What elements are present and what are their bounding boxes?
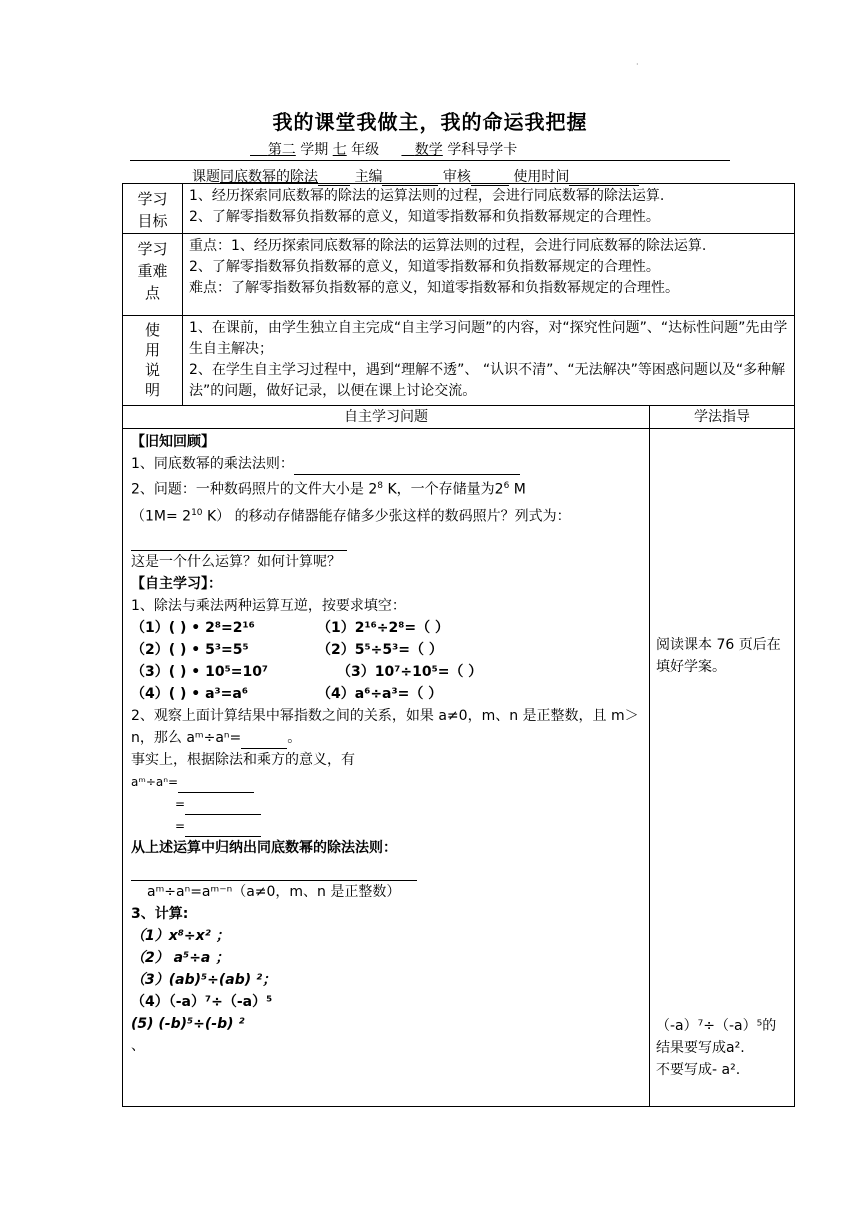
guide-tip-reading: 阅读课本 76 页后在填好学案。 — [656, 637, 781, 675]
subject-suffix: 学科导学卡 — [447, 142, 518, 158]
guide-tip-result: （-a）⁷÷（-a）⁵的结果要写成a². 不要写成- a². — [656, 1018, 777, 1078]
use-time-label: 使用时间 — [513, 169, 570, 185]
self-study-content — [123, 429, 650, 1107]
answer-blank[interactable] — [131, 864, 417, 881]
calc-item: （4）（-a）⁷÷（-a）⁵ — [131, 994, 273, 1011]
subject-value: 数学 — [414, 142, 443, 158]
rule-summary: 从上述运算中归纳出同底数幂的除法法则： — [131, 840, 397, 857]
header-dot: · — [636, 60, 639, 69]
usage-content — [183, 316, 795, 406]
usage-line: 1、在课前，由学生独立自主完成“自主学习问题”的内容，对“探究性问题”、“达标性问题”先由学生自主解决； — [189, 320, 788, 357]
subtitle — [250, 139, 517, 159]
fill-row: （4）( ) • a³=a⁶ （4）a⁶÷a³=（ ） — [131, 686, 443, 703]
objective-line: 1、经历探索同底数幂的除法的运算法则的过程，会进行同底数幂的除法运算. — [189, 188, 665, 204]
calc-heading: 3、计算: — [131, 906, 189, 923]
key-points-row — [123, 234, 795, 316]
fill-row: （2）( ) • 5³=5⁵ （2）5⁵÷5³=（ ） — [131, 642, 443, 659]
objectives-content — [183, 184, 795, 234]
calc-item: （1）x⁸÷x² ； — [131, 928, 230, 945]
answer-blank[interactable] — [241, 732, 287, 749]
self-study-heading: 【自主学习】： — [131, 576, 222, 593]
key-point-line: 难点：了解零指数幂负指数幂的意义，知道零指数幂和负指数幂规定的合理性。 — [189, 280, 679, 296]
page-title: 我的课堂我做主，我的命运我把握 — [272, 110, 588, 134]
column-header-row — [123, 406, 795, 429]
objectives-label: 学习 目标 — [123, 184, 183, 234]
fill-row: （3）( ) • 10⁵=10⁷ （3）10⁷÷10⁵=（ ） — [131, 664, 483, 681]
grade-value: 七 — [332, 142, 347, 158]
answer-blank[interactable] — [131, 534, 347, 551]
calc-item: （3）(ab)⁵÷(ab) ²； — [131, 972, 277, 989]
reviewer-label: 审核 — [442, 169, 471, 185]
derivation-line: = — [131, 793, 641, 815]
review-q1: 1、同底数幂的乘法法则： — [131, 453, 641, 475]
objectives-row — [123, 184, 795, 234]
answer-blank[interactable] — [185, 798, 261, 815]
self-study-intro: 1、除法与乘法两种运算互逆，按要求填空： — [131, 598, 406, 615]
review-q2: 2、问题：一种数码照片的文件大小是 $2^8$ K，一个存储量为$2^6$ M （$1M= 2^{10}$ K） 的移动存储器能存储多少张这样的数码照片？列式为： — [131, 475, 641, 551]
calc-item: （2） a⁵÷a ； — [131, 950, 230, 967]
answer-blank[interactable] — [178, 776, 254, 793]
objective-line: 2、了解零指数幂负指数幂的意义，知道零指数幂和负指数幂规定的合理性。 — [189, 209, 660, 225]
editor-label: 主编 — [354, 169, 383, 185]
column-header-left: 自主学习问题 — [123, 406, 650, 429]
term-suffix: 学期 — [300, 142, 329, 158]
self-study-fact: 事实上，根据除法和乘方的意义，有 — [131, 752, 355, 769]
study-guide-content — [650, 429, 795, 1107]
derivation-line: = — [131, 815, 641, 837]
trailing-mark: 、 — [131, 1038, 145, 1055]
self-study-q2: 2、观察上面计算结果中幂指数之间的关系，如果 a≠0，m、n 是正整数，且 m＞n，那么 aᵐ÷aⁿ= 。 — [131, 705, 641, 749]
topic-value: 同底数幂的除法 — [220, 169, 318, 185]
main-row — [123, 429, 795, 1107]
header-divider — [130, 160, 730, 161]
term-value: 第二 — [267, 142, 296, 158]
answer-blank[interactable] — [185, 820, 261, 837]
usage-row — [123, 316, 795, 406]
topic-prefix: 课题 — [192, 169, 220, 185]
rule-blank-line — [131, 859, 641, 881]
division-rule: aᵐ÷aⁿ=aᵐ⁻ⁿ（a≠0，m、n 是正整数） — [147, 884, 401, 901]
key-point-line: 重点：1、经历探索同底数幂的除法的运算法则的过程，会进行同底数幂的除法运算. — [189, 238, 707, 254]
study-card-table — [122, 183, 795, 1107]
grade-suffix: 年级 — [351, 142, 380, 158]
derivation-line: aᵐ÷aⁿ= — [131, 771, 641, 793]
key-point-line: 2、了解零指数幂负指数幂的意义，知道零指数幂和负指数幂规定的合理性。 — [189, 259, 660, 275]
fill-row: （1）( ) • 2⁸=2¹⁶ （1）2¹⁶÷2⁸=（ ） — [131, 620, 449, 637]
answer-blank[interactable] — [294, 458, 520, 475]
column-header-right: 学法指导 — [650, 406, 795, 429]
review-q2-followup: 这是一个什么运算？如何计算呢？ — [131, 554, 341, 571]
key-points-label: 学习 重难 点 — [123, 234, 183, 316]
usage-label: 使 用 说 明 — [123, 316, 183, 406]
calc-item: (5) (-b)⁵÷(-b) ² — [131, 1016, 245, 1033]
usage-line: 2、在学生自主学习过程中，遇到“理解不透”、 “认识不清”、“无法解决”等困惑问题以及“多种解法”的问题，做好记录，以便在课上讨论交流。 — [189, 362, 786, 399]
key-points-content — [183, 234, 795, 316]
review-heading: 【旧知回顾】 — [131, 434, 215, 450]
